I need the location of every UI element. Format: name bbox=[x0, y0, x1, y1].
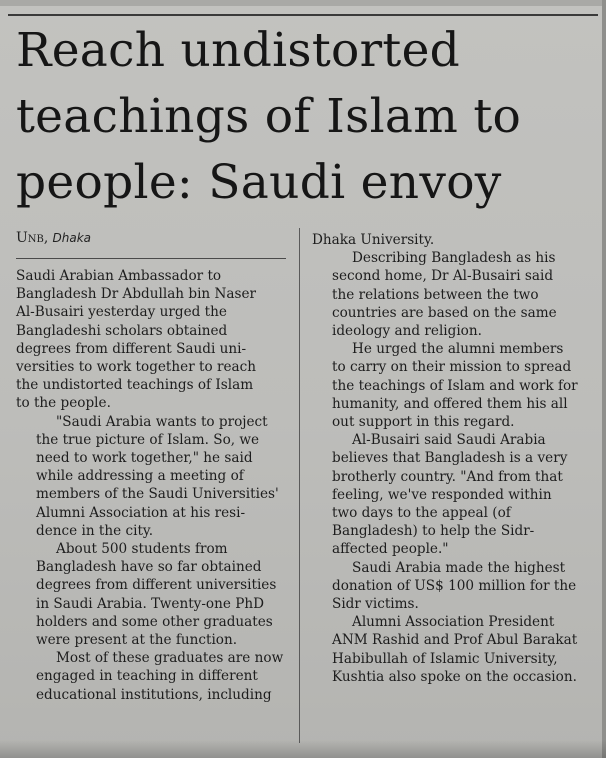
article-line: out support in this regard. bbox=[332, 414, 515, 431]
article-line: "Saudi Arabia wants to project bbox=[56, 413, 268, 430]
article-line: second home, Dr Al-Busairi said bbox=[332, 268, 554, 285]
headline-line: people: Saudi envoy bbox=[16, 155, 502, 210]
article-line: while addressing a meeting of bbox=[36, 468, 244, 485]
article-line: holders and some other graduates bbox=[36, 613, 273, 630]
article-line: to the people. bbox=[16, 395, 111, 412]
article-line: Describing Bangladesh as his bbox=[352, 250, 556, 267]
article-line: Bangladesh Dr Abdullah bin Naser bbox=[16, 286, 257, 303]
article-line: need to work together," he said bbox=[36, 450, 253, 467]
article-line: the relations between the two bbox=[332, 286, 539, 303]
article-line: Saudi Arabia made the highest bbox=[352, 559, 566, 576]
article-paragraph bbox=[16, 413, 292, 540]
article-paragraph bbox=[312, 559, 582, 614]
article-line: were present at the function. bbox=[36, 632, 238, 649]
article-paragraph bbox=[312, 340, 582, 431]
article-line: Alumni Association President bbox=[352, 614, 555, 631]
article-line: believes that Bangladesh is a very bbox=[332, 450, 568, 467]
byline-location: Dhaka bbox=[52, 231, 92, 245]
article-line: degrees from different universities bbox=[36, 577, 277, 594]
article-line: versities to work together to reach bbox=[16, 359, 257, 376]
article-line: Bangladeshi scholars obtained bbox=[16, 322, 228, 339]
article-column-left bbox=[16, 267, 292, 704]
article-paragraph bbox=[312, 249, 582, 340]
top-rule bbox=[8, 14, 598, 16]
article-column-right bbox=[312, 231, 582, 686]
article-line: Habibullah of Islamic University, bbox=[332, 650, 558, 667]
article-line: the undistorted teachings of Islam bbox=[16, 377, 254, 394]
article-paragraph bbox=[16, 649, 292, 704]
article-line: About 500 students from bbox=[56, 541, 228, 558]
article-line: donation of US$ 100 million for the bbox=[332, 577, 577, 594]
article-paragraph bbox=[16, 540, 292, 649]
byline-rule bbox=[16, 258, 286, 259]
article-line: Bangladesh have so far obtained bbox=[36, 559, 262, 576]
article-line: affected people." bbox=[332, 541, 449, 558]
byline-source: Unb, bbox=[16, 230, 49, 246]
article-line: Bangladesh) to help the Sidr- bbox=[332, 523, 535, 540]
article-line: Alumni Association at his resi- bbox=[36, 504, 246, 521]
page-top-edge bbox=[0, 0, 606, 6]
byline bbox=[16, 230, 296, 246]
article-line: engaged in teaching in different bbox=[36, 668, 258, 685]
article-line: humanity, and offered them his all bbox=[332, 395, 568, 412]
article-paragraph bbox=[312, 613, 582, 686]
article-line: degrees from different Saudi uni- bbox=[16, 340, 247, 357]
page-right-edge bbox=[602, 0, 606, 758]
article-line: two days to the appeal (of bbox=[332, 505, 511, 522]
headline-line: Reach undistorted bbox=[16, 23, 461, 78]
article-line: members of the Saudi Universities' bbox=[36, 486, 279, 503]
article-line: Saudi Arabian Ambassador to bbox=[16, 268, 222, 284]
article-line: ideology and religion. bbox=[332, 323, 482, 340]
page-bottom-shadow bbox=[0, 740, 606, 758]
article-line: to carry on their mission to spread bbox=[332, 359, 572, 376]
article-line: the true picture of Islam. So, we bbox=[36, 431, 260, 448]
headline-line: teachings of Islam to bbox=[16, 89, 522, 144]
article-line: Al-Busairi said Saudi Arabia bbox=[352, 432, 546, 449]
article-line: dence in the city. bbox=[36, 522, 154, 539]
article-paragraph bbox=[312, 231, 582, 249]
article-line: Sidr victims. bbox=[332, 596, 419, 613]
article-line: the teachings of Islam and work for bbox=[332, 377, 578, 394]
article-line: brotherly country. "And from that bbox=[332, 468, 563, 485]
article-line: Dhaka University. bbox=[312, 232, 435, 248]
article-line: He urged the alumni members bbox=[352, 341, 564, 358]
article-paragraph bbox=[312, 431, 582, 558]
article-paragraph bbox=[16, 267, 292, 413]
article-line: Al-Busairi yesterday urged the bbox=[16, 304, 227, 321]
article-line: ANM Rashid and Prof Abul Barakat bbox=[332, 632, 578, 649]
headline bbox=[16, 18, 596, 216]
article-line: feeling, we've responded within bbox=[332, 486, 552, 503]
column-rule bbox=[299, 228, 300, 743]
article-line: educational institutions, including bbox=[36, 686, 272, 703]
article-line: Most of these graduates are now bbox=[56, 650, 284, 667]
article-line: countries are based on the same bbox=[332, 304, 557, 321]
article-line: Kushtia also spoke on the occasion. bbox=[332, 668, 577, 685]
article-line: in Saudi Arabia. Twenty-one PhD bbox=[36, 595, 265, 612]
